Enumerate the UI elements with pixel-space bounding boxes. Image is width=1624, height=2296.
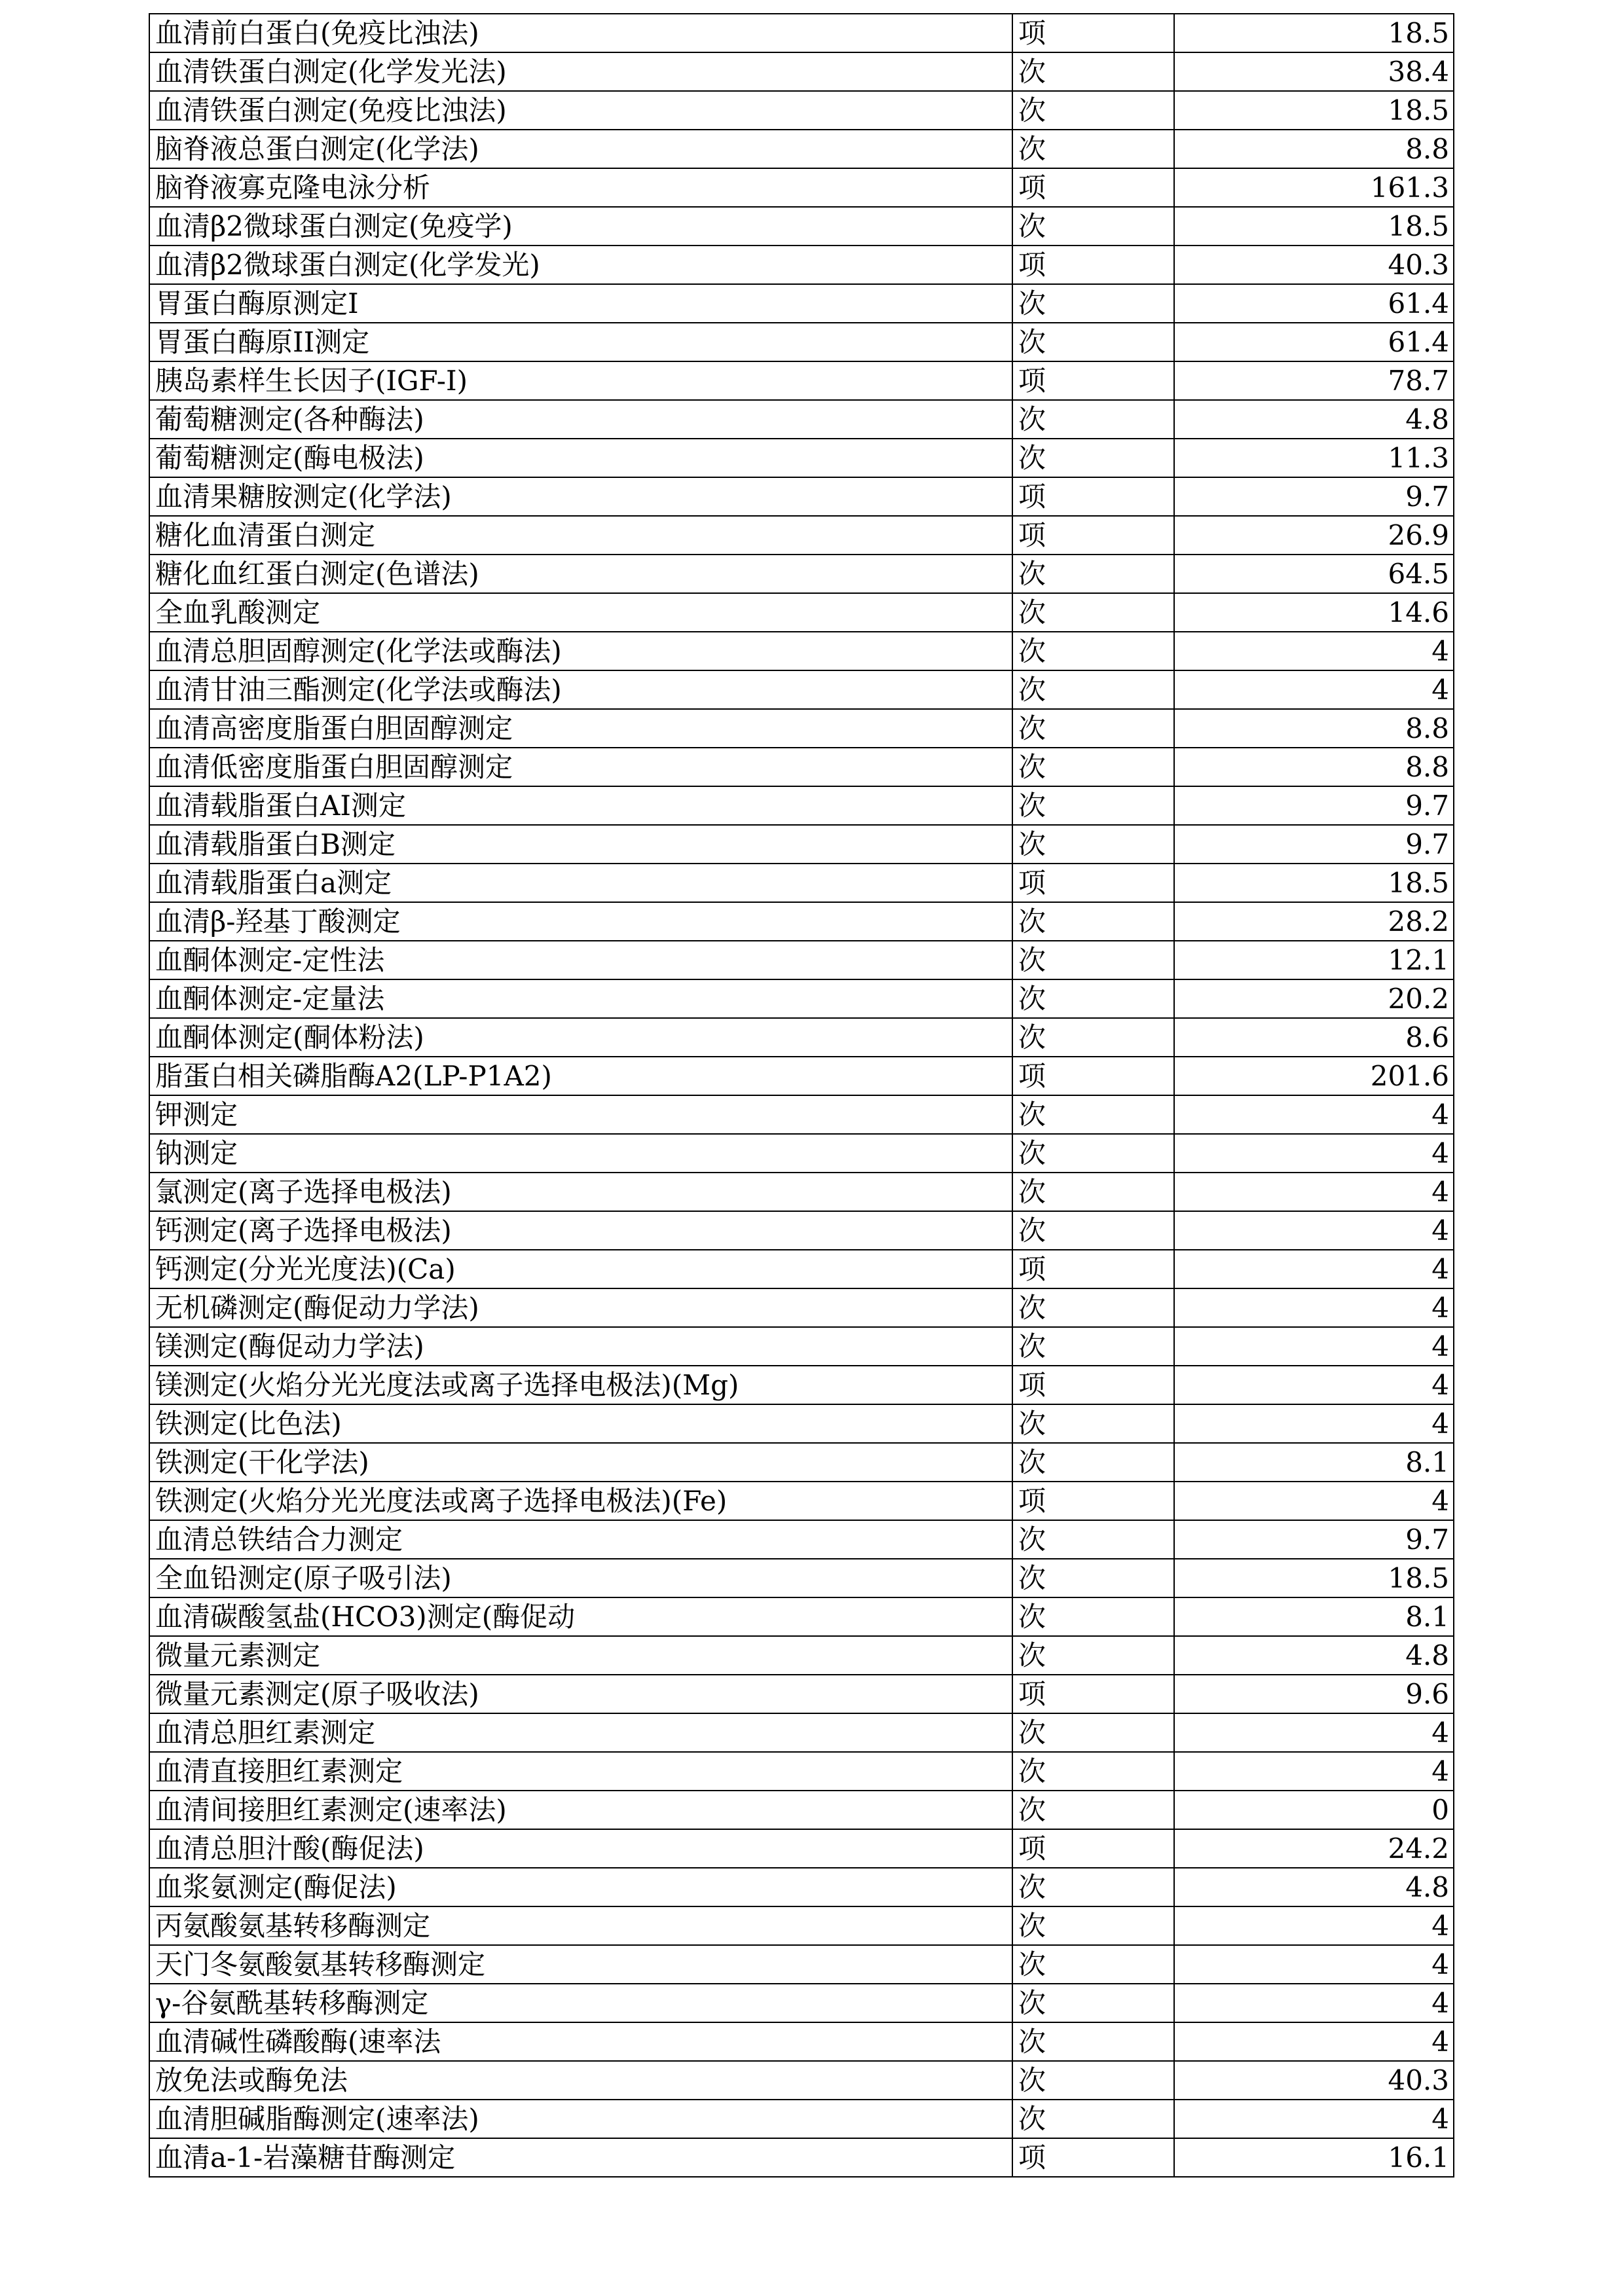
item-name-cell: 血清a-1-岩藻糖苷酶测定 <box>149 2138 1012 2177</box>
unit-cell: 次 <box>1012 1868 1174 1906</box>
price-cell: 18.5 <box>1174 864 1454 902</box>
price-cell: 0 <box>1174 1791 1454 1829</box>
unit-cell: 项 <box>1012 864 1174 902</box>
price-cell: 4.8 <box>1174 1868 1454 1906</box>
table-row <box>149 1250 1454 1288</box>
table-row <box>149 1675 1454 1713</box>
item-name-cell: 氯测定(离子选择电极法) <box>149 1173 1012 1211</box>
unit-cell: 次 <box>1012 1636 1174 1675</box>
price-cell: 4.8 <box>1174 1636 1454 1675</box>
price-cell: 18.5 <box>1174 1559 1454 1597</box>
fee-table <box>149 13 1454 2178</box>
table-row <box>149 130 1454 168</box>
table-row <box>149 864 1454 902</box>
price-cell: 8.8 <box>1174 709 1454 748</box>
item-name-cell: 血清直接胆红素测定 <box>149 1752 1012 1791</box>
price-cell: 64.5 <box>1174 555 1454 593</box>
table-row <box>149 825 1454 864</box>
item-name-cell: 放免法或酶免法 <box>149 2061 1012 2100</box>
table-row <box>149 2100 1454 2138</box>
table-row <box>149 555 1454 593</box>
price-cell: 4 <box>1174 2022 1454 2061</box>
unit-cell: 次 <box>1012 709 1174 748</box>
table-row <box>149 1211 1454 1250</box>
item-name-cell: 全血乳酸测定 <box>149 593 1012 632</box>
table-row <box>149 2061 1454 2100</box>
item-name-cell: 胃蛋白酶原II测定 <box>149 323 1012 361</box>
item-name-cell: 钙测定(离子选择电极法) <box>149 1211 1012 1250</box>
fee-schedule-sheet <box>149 13 1453 2178</box>
unit-cell: 次 <box>1012 748 1174 786</box>
item-name-cell: 血清碳酸氢盐(HCO3)测定(酶促动 <box>149 1597 1012 1636</box>
item-name-cell: 血清载脂蛋白a测定 <box>149 864 1012 902</box>
item-name-cell: 胃蛋白酶原测定I <box>149 284 1012 323</box>
item-name-cell: 胰岛素样生长因子(IGF-I) <box>149 361 1012 400</box>
unit-cell: 次 <box>1012 1597 1174 1636</box>
unit-cell: 次 <box>1012 555 1174 593</box>
unit-cell: 次 <box>1012 1134 1174 1173</box>
price-cell: 4 <box>1174 1211 1454 1250</box>
unit-cell: 次 <box>1012 91 1174 130</box>
table-row <box>149 1829 1454 1868</box>
item-name-cell: γ-谷氨酰基转移酶测定 <box>149 1984 1012 2022</box>
price-cell: 4 <box>1174 670 1454 709</box>
unit-cell: 项 <box>1012 14 1174 52</box>
table-row <box>149 1520 1454 1559</box>
item-name-cell: 血清载脂蛋白AⅠ测定 <box>149 786 1012 825</box>
item-name-cell: 镁测定(火焰分光光度法或离子选择电极法)(Mg) <box>149 1366 1012 1404</box>
unit-cell: 次 <box>1012 130 1174 168</box>
unit-cell: 次 <box>1012 670 1174 709</box>
item-name-cell: 血清铁蛋白测定(免疫比浊法) <box>149 91 1012 130</box>
item-name-cell: 脂蛋白相关磷脂酶A2(LP-P1A2) <box>149 1057 1012 1095</box>
item-name-cell: 血清间接胆红素测定(速率法) <box>149 1791 1012 1829</box>
price-cell: 28.2 <box>1174 902 1454 941</box>
item-name-cell: 铁测定(比色法) <box>149 1404 1012 1443</box>
price-cell: 12.1 <box>1174 941 1454 979</box>
price-cell: 9.6 <box>1174 1675 1454 1713</box>
price-cell: 40.3 <box>1174 246 1454 284</box>
unit-cell: 项 <box>1012 361 1174 400</box>
table-row <box>149 1559 1454 1597</box>
price-cell: 4 <box>1174 1404 1454 1443</box>
table-row <box>149 941 1454 979</box>
item-name-cell: 血清铁蛋白测定(化学发光法) <box>149 52 1012 91</box>
item-name-cell: 血清β-羟基丁酸测定 <box>149 902 1012 941</box>
table-row <box>149 1443 1454 1482</box>
unit-cell: 次 <box>1012 902 1174 941</box>
table-row <box>149 748 1454 786</box>
unit-cell: 次 <box>1012 1327 1174 1366</box>
unit-cell: 项 <box>1012 1366 1174 1404</box>
table-row <box>149 1134 1454 1173</box>
item-name-cell: 镁测定(酶促动力学法) <box>149 1327 1012 1366</box>
unit-cell: 次 <box>1012 1791 1174 1829</box>
unit-cell: 次 <box>1012 1752 1174 1791</box>
table-row <box>149 1597 1454 1636</box>
price-cell: 40.3 <box>1174 2061 1454 2100</box>
item-name-cell: 铁测定(干化学法) <box>149 1443 1012 1482</box>
price-cell: 4 <box>1174 1095 1454 1134</box>
table-row <box>149 709 1454 748</box>
price-cell: 4 <box>1174 1288 1454 1327</box>
item-name-cell: 血酮体测定-定量法 <box>149 979 1012 1018</box>
item-name-cell: 天门冬氨酸氨基转移酶测定 <box>149 1945 1012 1984</box>
price-cell: 4 <box>1174 1945 1454 1984</box>
price-cell: 4 <box>1174 1134 1454 1173</box>
item-name-cell: 血清高密度脂蛋白胆固醇测定 <box>149 709 1012 748</box>
price-cell: 61.4 <box>1174 323 1454 361</box>
item-name-cell: 血清甘油三酯测定(化学法或酶法) <box>149 670 1012 709</box>
item-name-cell: 葡萄糖测定(各种酶法) <box>149 400 1012 439</box>
item-name-cell: 血清碱性磷酸酶(速率法 <box>149 2022 1012 2061</box>
table-row <box>149 400 1454 439</box>
unit-cell: 次 <box>1012 284 1174 323</box>
table-row <box>149 284 1454 323</box>
table-row <box>149 1752 1454 1791</box>
table-row <box>149 516 1454 555</box>
price-cell: 61.4 <box>1174 284 1454 323</box>
price-cell: 11.3 <box>1174 439 1454 477</box>
price-cell: 4 <box>1174 1906 1454 1945</box>
table-row <box>149 1327 1454 1366</box>
item-name-cell: 脑脊液总蛋白测定(化学法) <box>149 130 1012 168</box>
table-row <box>149 477 1454 516</box>
price-cell: 201.6 <box>1174 1057 1454 1095</box>
item-name-cell: 钾测定 <box>149 1095 1012 1134</box>
unit-cell: 项 <box>1012 1675 1174 1713</box>
item-name-cell: 微量元素测定(原子吸收法) <box>149 1675 1012 1713</box>
price-cell: 4 <box>1174 1250 1454 1288</box>
table-row <box>149 979 1454 1018</box>
unit-cell: 项 <box>1012 1057 1174 1095</box>
unit-cell: 次 <box>1012 1945 1174 1984</box>
item-name-cell: 血酮体测定-定性法 <box>149 941 1012 979</box>
unit-cell: 次 <box>1012 1984 1174 2022</box>
table-row <box>149 902 1454 941</box>
unit-cell: 次 <box>1012 786 1174 825</box>
unit-cell: 项 <box>1012 246 1174 284</box>
price-cell: 9.7 <box>1174 1520 1454 1559</box>
price-cell: 4 <box>1174 1984 1454 2022</box>
unit-cell: 次 <box>1012 1906 1174 1945</box>
item-name-cell: 血清果糖胺测定(化学法) <box>149 477 1012 516</box>
table-row <box>149 168 1454 207</box>
table-row <box>149 1095 1454 1134</box>
item-name-cell: 丙氨酸氨基转移酶测定 <box>149 1906 1012 1945</box>
table-row <box>149 1636 1454 1675</box>
item-name-cell: 血清载脂蛋白B测定 <box>149 825 1012 864</box>
price-cell: 14.6 <box>1174 593 1454 632</box>
price-cell: 9.7 <box>1174 786 1454 825</box>
unit-cell: 次 <box>1012 2061 1174 2100</box>
table-row <box>149 1057 1454 1095</box>
unit-cell: 项 <box>1012 168 1174 207</box>
price-cell: 8.1 <box>1174 1443 1454 1482</box>
price-cell: 8.6 <box>1174 1018 1454 1057</box>
item-name-cell: 血清前白蛋白(免疫比浊法) <box>149 14 1012 52</box>
item-name-cell: 血清β2微球蛋白测定(化学发光) <box>149 246 1012 284</box>
unit-cell: 次 <box>1012 1018 1174 1057</box>
item-name-cell: 铁测定(火焰分光光度法或离子选择电极法)(Fe) <box>149 1482 1012 1520</box>
item-name-cell: 血清胆碱脂酶测定(速率法) <box>149 2100 1012 2138</box>
price-cell: 4 <box>1174 2100 1454 2138</box>
price-cell: 78.7 <box>1174 361 1454 400</box>
item-name-cell: 血清总胆红素测定 <box>149 1713 1012 1752</box>
item-name-cell: 血清总胆汁酸(酶促法) <box>149 1829 1012 1868</box>
table-row <box>149 1482 1454 1520</box>
table-row <box>149 632 1454 670</box>
unit-cell: 次 <box>1012 593 1174 632</box>
price-cell: 18.5 <box>1174 91 1454 130</box>
table-row <box>149 91 1454 130</box>
table-row <box>149 593 1454 632</box>
price-cell: 9.7 <box>1174 477 1454 516</box>
unit-cell: 项 <box>1012 477 1174 516</box>
price-cell: 18.5 <box>1174 14 1454 52</box>
unit-cell: 项 <box>1012 2138 1174 2177</box>
unit-cell: 次 <box>1012 941 1174 979</box>
fee-table-body <box>149 14 1454 2177</box>
unit-cell: 次 <box>1012 825 1174 864</box>
unit-cell: 项 <box>1012 1250 1174 1288</box>
price-cell: 8.1 <box>1174 1597 1454 1636</box>
item-name-cell: 脑脊液寡克隆电泳分析 <box>149 168 1012 207</box>
unit-cell: 项 <box>1012 1829 1174 1868</box>
unit-cell: 次 <box>1012 1173 1174 1211</box>
unit-cell: 次 <box>1012 1095 1174 1134</box>
price-cell: 9.7 <box>1174 825 1454 864</box>
table-row <box>149 1906 1454 1945</box>
item-name-cell: 血清总胆固醇测定(化学法或酶法) <box>149 632 1012 670</box>
item-name-cell: 糖化血红蛋白测定(色谱法) <box>149 555 1012 593</box>
item-name-cell: 糖化血清蛋白测定 <box>149 516 1012 555</box>
table-row <box>149 2138 1454 2177</box>
unit-cell: 次 <box>1012 1443 1174 1482</box>
item-name-cell: 血酮体测定(酮体粉法) <box>149 1018 1012 1057</box>
unit-cell: 次 <box>1012 1404 1174 1443</box>
unit-cell: 次 <box>1012 207 1174 246</box>
price-cell: 16.1 <box>1174 2138 1454 2177</box>
table-row <box>149 1173 1454 1211</box>
item-name-cell: 钠测定 <box>149 1134 1012 1173</box>
price-cell: 8.8 <box>1174 748 1454 786</box>
unit-cell: 次 <box>1012 632 1174 670</box>
item-name-cell: 血清低密度脂蛋白胆固醇测定 <box>149 748 1012 786</box>
table-row <box>149 786 1454 825</box>
unit-cell: 次 <box>1012 52 1174 91</box>
unit-cell: 次 <box>1012 1520 1174 1559</box>
unit-cell: 次 <box>1012 1559 1174 1597</box>
unit-cell: 次 <box>1012 323 1174 361</box>
table-row <box>149 1018 1454 1057</box>
price-cell: 4 <box>1174 632 1454 670</box>
price-cell: 38.4 <box>1174 52 1454 91</box>
table-row <box>149 1404 1454 1443</box>
unit-cell: 项 <box>1012 516 1174 555</box>
table-row <box>149 1945 1454 1984</box>
table-row <box>149 14 1454 52</box>
table-row <box>149 1984 1454 2022</box>
unit-cell: 次 <box>1012 979 1174 1018</box>
price-cell: 4 <box>1174 1327 1454 1366</box>
item-name-cell: 无机磷测定(酶促动力学法) <box>149 1288 1012 1327</box>
unit-cell: 次 <box>1012 2100 1174 2138</box>
price-cell: 20.2 <box>1174 979 1454 1018</box>
table-row <box>149 439 1454 477</box>
price-cell: 4 <box>1174 1366 1454 1404</box>
table-row <box>149 246 1454 284</box>
unit-cell: 次 <box>1012 439 1174 477</box>
price-cell: 26.9 <box>1174 516 1454 555</box>
unit-cell: 次 <box>1012 1713 1174 1752</box>
table-row <box>149 207 1454 246</box>
price-cell: 4 <box>1174 1752 1454 1791</box>
item-name-cell: 血浆氨测定(酶促法) <box>149 1868 1012 1906</box>
price-cell: 4.8 <box>1174 400 1454 439</box>
unit-cell: 项 <box>1012 1482 1174 1520</box>
unit-cell: 次 <box>1012 400 1174 439</box>
price-cell: 18.5 <box>1174 207 1454 246</box>
unit-cell: 次 <box>1012 1288 1174 1327</box>
price-cell: 4 <box>1174 1173 1454 1211</box>
table-row <box>149 52 1454 91</box>
item-name-cell: 血清β2微球蛋白测定(免疫学) <box>149 207 1012 246</box>
table-row <box>149 1868 1454 1906</box>
table-row <box>149 2022 1454 2061</box>
item-name-cell: 血清总铁结合力测定 <box>149 1520 1012 1559</box>
unit-cell: 次 <box>1012 2022 1174 2061</box>
price-cell: 4 <box>1174 1482 1454 1520</box>
table-row <box>149 1713 1454 1752</box>
price-cell: 8.8 <box>1174 130 1454 168</box>
table-row <box>149 1288 1454 1327</box>
price-cell: 161.3 <box>1174 168 1454 207</box>
price-cell: 24.2 <box>1174 1829 1454 1868</box>
table-row <box>149 670 1454 709</box>
price-cell: 4 <box>1174 1713 1454 1752</box>
table-row <box>149 323 1454 361</box>
item-name-cell: 全血铅测定(原子吸引法) <box>149 1559 1012 1597</box>
table-row <box>149 361 1454 400</box>
item-name-cell: 钙测定(分光光度法)(Ca) <box>149 1250 1012 1288</box>
table-row <box>149 1791 1454 1829</box>
item-name-cell: 葡萄糖测定(酶电极法) <box>149 439 1012 477</box>
unit-cell: 次 <box>1012 1211 1174 1250</box>
table-row <box>149 1366 1454 1404</box>
item-name-cell: 微量元素测定 <box>149 1636 1012 1675</box>
